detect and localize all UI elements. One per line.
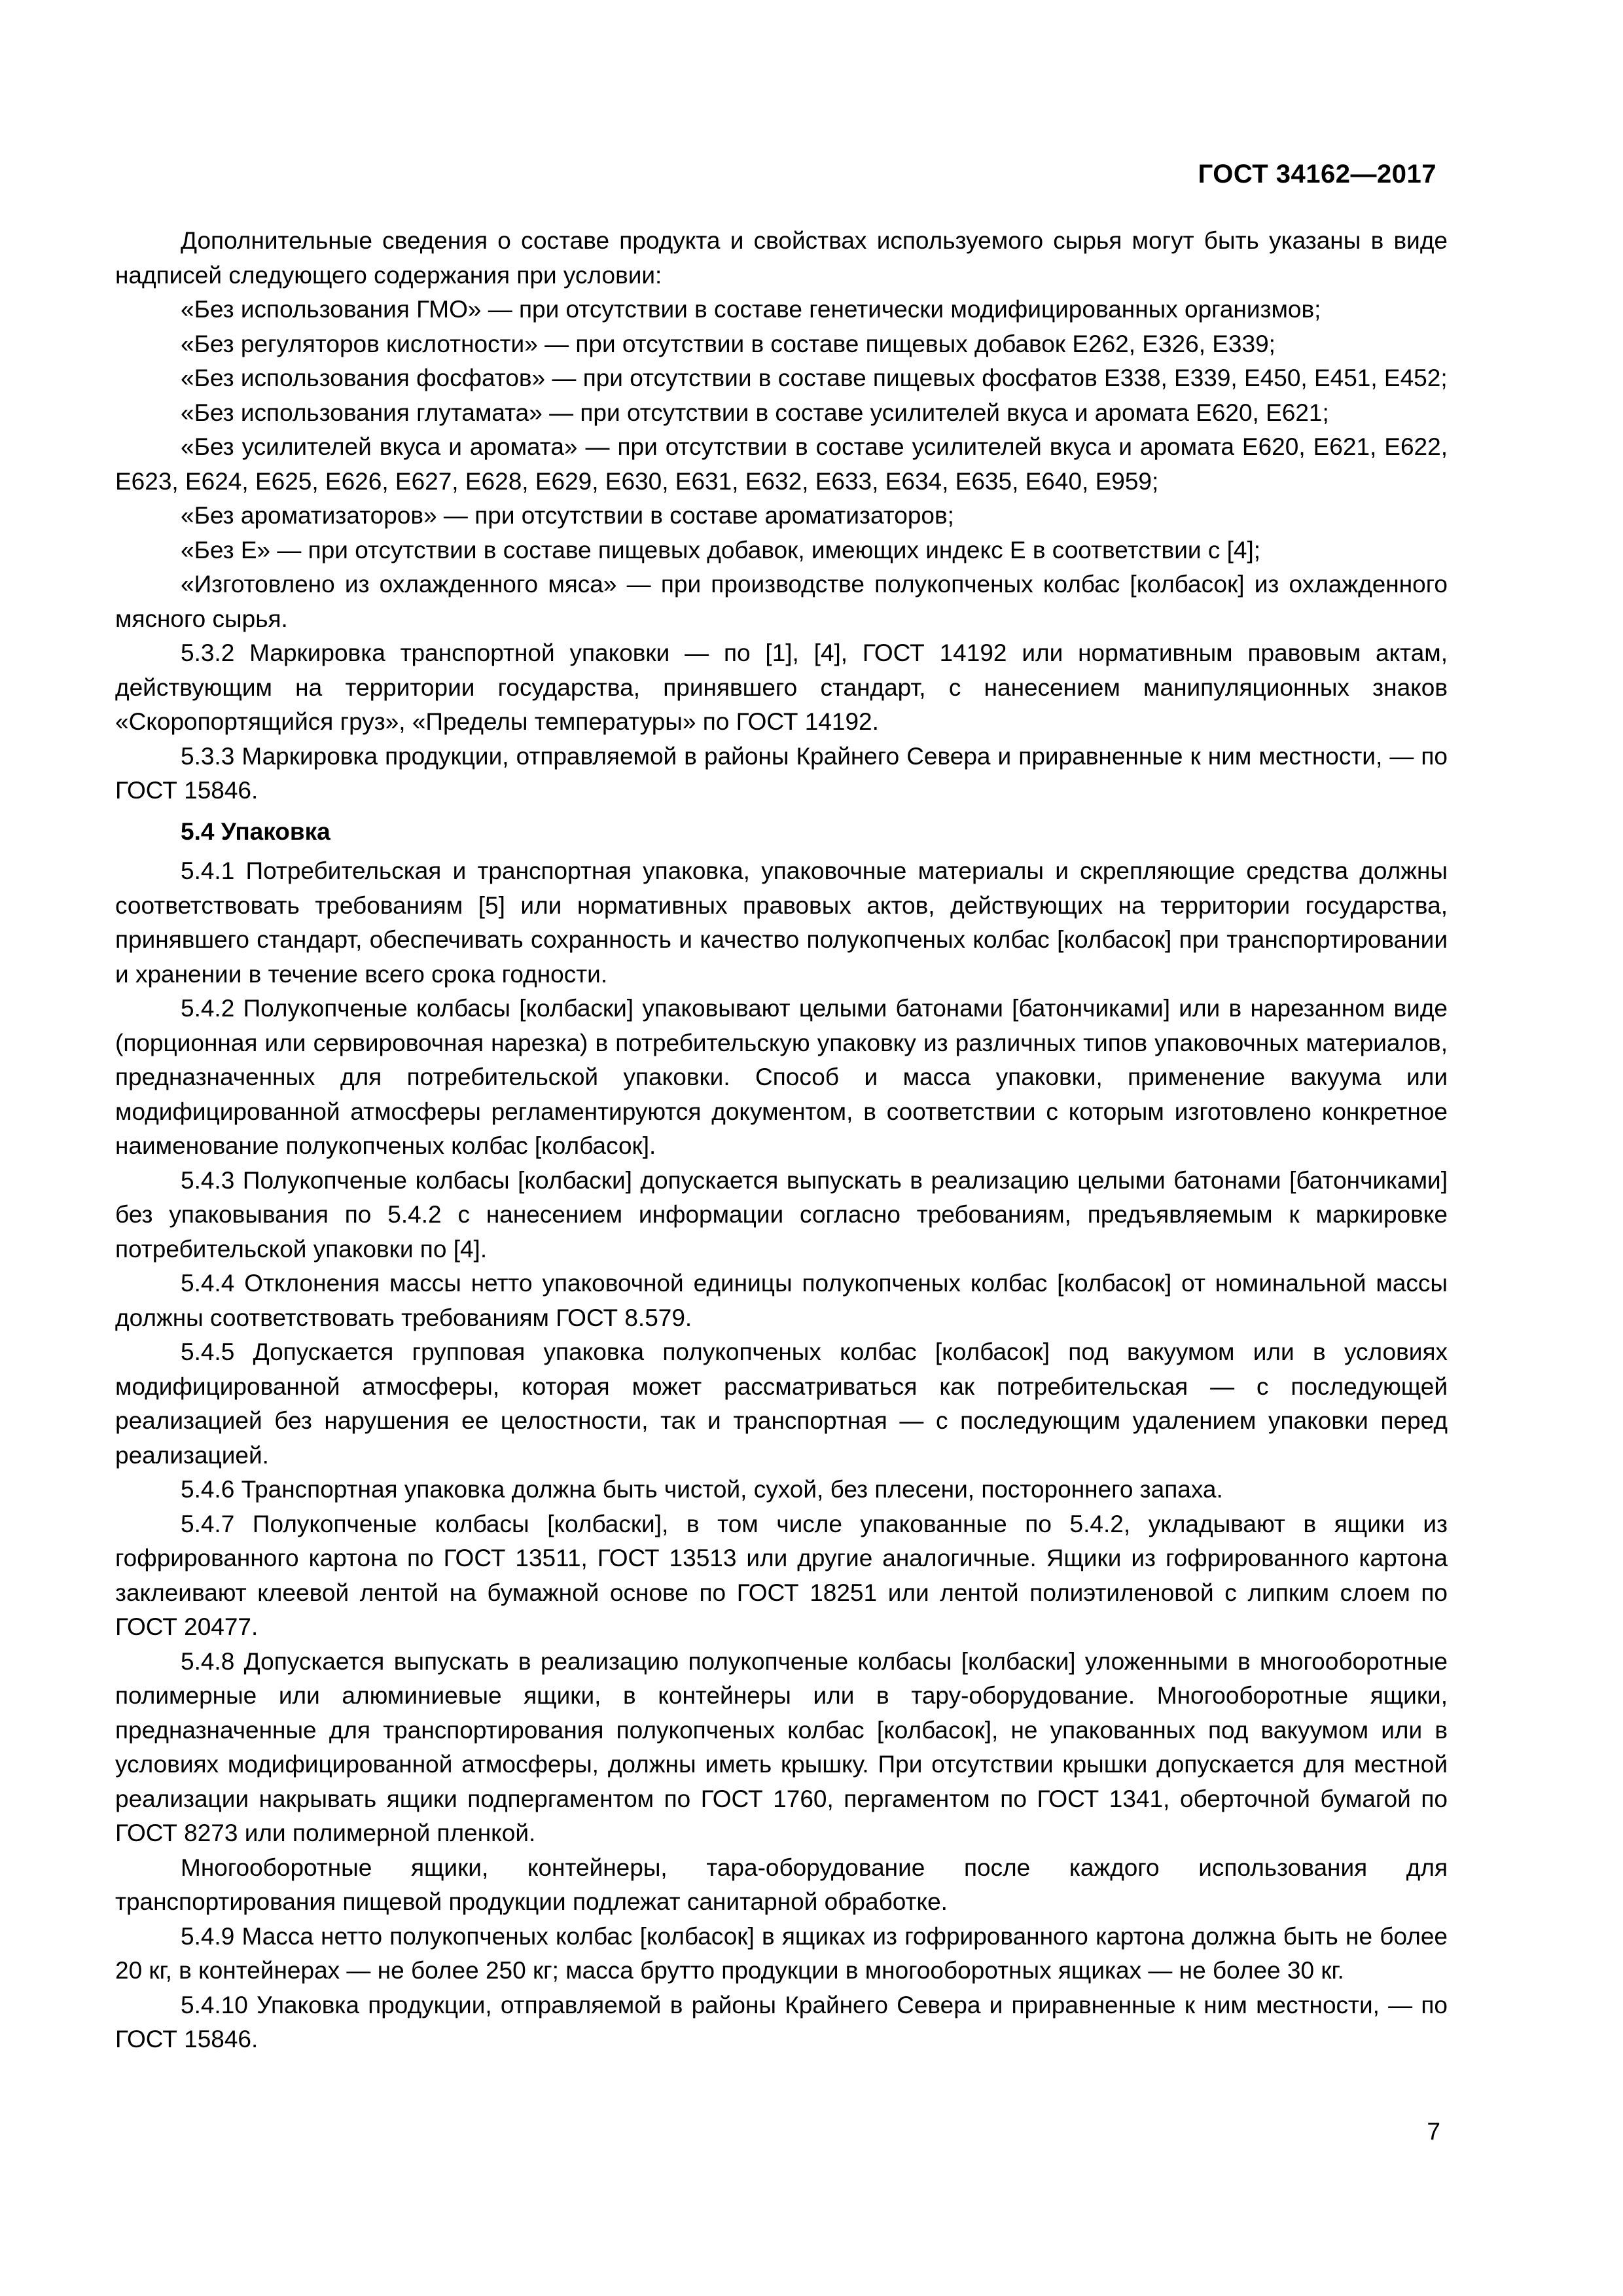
paragraph: 5.4.6 Транспортная упаковка должна быть чистой, сухой, без плесени, постороннего запаха. [181,1476,1223,1503]
paragraph: «Без использования глутамата» — при отсутствии в составе усилителей вкуса и аромата Е620, Е621; [181,399,1329,426]
paragraph: «Изготовлено из охлажденного мяса» — при производстве полукопченых колбас [колбасок] из охлажденного мясного сырья. [115,571,1448,632]
page-number: 7 [1427,2118,1440,2145]
document-header: ГОСТ 34162—2017 [1198,160,1436,188]
paragraph: 5.3.3 Маркировка продукции, отправляемой в районы Крайнего Севера и приравненные к ним местности, — по ГОСТ 15846. [115,742,1448,804]
paragraph: 5.4.5 Допускается групповая упаковка полукопченых колбас [колбасок] под вакуумом или в условиях модифицированной атмосферы, которая может рассматриваться как потребительская — с последующей реализацией без нарушения ее целостности, так и транспортная — с последующим удалением упаковки перед реализацией. [115,1338,1448,1469]
paragraph: 5.4.1 Потребительская и транспортная упаковка, упаковочные материалы и скрепляющие средства должны соответствовать требованиям [5] или нормативных правовых актов, действующих на территории государства, принявшего стандарт, обеспечивать сохранность и качество полукопченых колбас [колбасок] при транспортировании и хранении в течение всего срока годности. [115,857,1448,988]
paragraph: «Без регуляторов кислотности» — при отсутствии в составе пищевых добавок Е262, Е326, Е339; [181,330,1275,357]
paragraph: 5.4.10 Упаковка продукции, отправляемой в районы Крайнего Севера и приравненные к ним местности, — по ГОСТ 15846. [115,1991,1448,2053]
paragraph: 5.4.2 Полукопченые колбасы [колбаски] упаковывают целыми батонами [батончиками] или в нарезанном виде (порционная или сервировочная нарезка) в потребительскую упаковку из различных типов упаковочных материалов, предназначенных для потребительской упаковки. Способ и масса упаковки, применение вакуума или модифицированной атмосферы регламентируются документом, в соответствии с которым изготовлено конкретное наименование полукопченых колбас [колбасок]. [115,995,1448,1159]
paragraph: «Без использования ГМО» — при отсутствии в составе генетически модифицированных организмов; [181,296,1321,323]
paragraph: Многооборотные ящики, контейнеры, тара-оборудование после каждого использования для транспортирования пищевой продукции подлежат санитарной обработке. [115,1854,1448,1915]
paragraph: 5.4.4 Отклонения массы нетто упаковочной единицы полукопченых колбас [колбасок] от номинальной массы должны соответствовать требованиям ГОСТ 8.579. [115,1270,1448,1331]
paragraph: 5.4.7 Полукопченые колбасы [колбаски], в том числе упакованные по 5.4.2, укладывают в ящики из гофрированного картона по ГОСТ 13511, ГОСТ 13513 или другие аналогичные. Ящики из гофрированного картона заклеивают клеевой лентой на бумажной основе по ГОСТ 18251 или лентой полиэтиленовой с липким слоем по ГОСТ 20477. [115,1510,1448,1640]
paragraph: 5.4.8 Допускается выпускать в реализацию полукопченые колбасы [колбаски] уложенными в многооборотные полимерные или алюминиевые ящики, в контейнеры или в тару-оборудование. Многооборотные ящики, предназначенные для транспортирования полукопченых колбас [колбасок], не упакованных под вакуумом или в условиях модифицированной атмосферы, должны иметь крышку. При отсутствии крышки допускается для местной реализации накрывать ящики подпергаментом по ГОСТ 1760, пергаментом по ГОСТ 1341, оберточной бумагой по ГОСТ 8273 или полимерной пленкой. [115,1647,1448,1846]
section-heading: 5.4 Упаковка [181,817,330,845]
paragraph: 5.3.2 Маркировка транспортной упаковки — по [1], [4], ГОСТ 14192 или нормативным правовым актам, действующим на территории государства, принявшего стандарт, с нанесением манипуляционных знаков «Скоропортящийся груз», «Пределы температуры» по ГОСТ 14192. [115,639,1448,735]
paragraph: «Без использования фосфатов» — при отсутствии в составе пищевых фосфатов Е338, Е339, Е450, Е451, Е452; [181,365,1448,391]
paragraph: «Без усилителей вкуса и аромата» — при отсутствии в составе усилителей вкуса и аромата Е620, Е621, Е622, Е623, Е624, Е625, Е626, Е627, Е628, Е629, Е630, Е631, Е632, Е633, Е634, Е635, Е640, Е959; [115,433,1448,495]
document-body [115,224,1448,2057]
paragraph: «Без ароматизаторов» — при отсутствии в составе ароматизаторов; [181,502,954,529]
paragraph: Дополнительные сведения о составе продукта и свойствах используемого сырья могут быть указаны в виде надписей следующего содержания при условии: [115,227,1448,289]
paragraph: 5.4.9 Масса нетто полукопченых колбас [колбасок] в ящиках из гофрированного картона должна быть не более 20 кг, в контейнерах — не более 250 кг; масса брутто продукции в многооборотных ящиках — не более 30 кг. [115,1922,1448,1984]
paragraph: 5.4.3 Полукопченые колбасы [колбаски] допускается выпускать в реализацию целыми батонами [батончиками] без упаковывания по 5.4.2 с нанесением информации согласно требованиям, предъявляемым к маркировке потребительской упаковки по [4]. [115,1166,1448,1263]
paragraph: «Без Е» — при отсутствии в составе пищевых добавок, имеющих индекс Е в соответствии с [4]; [181,536,1261,564]
